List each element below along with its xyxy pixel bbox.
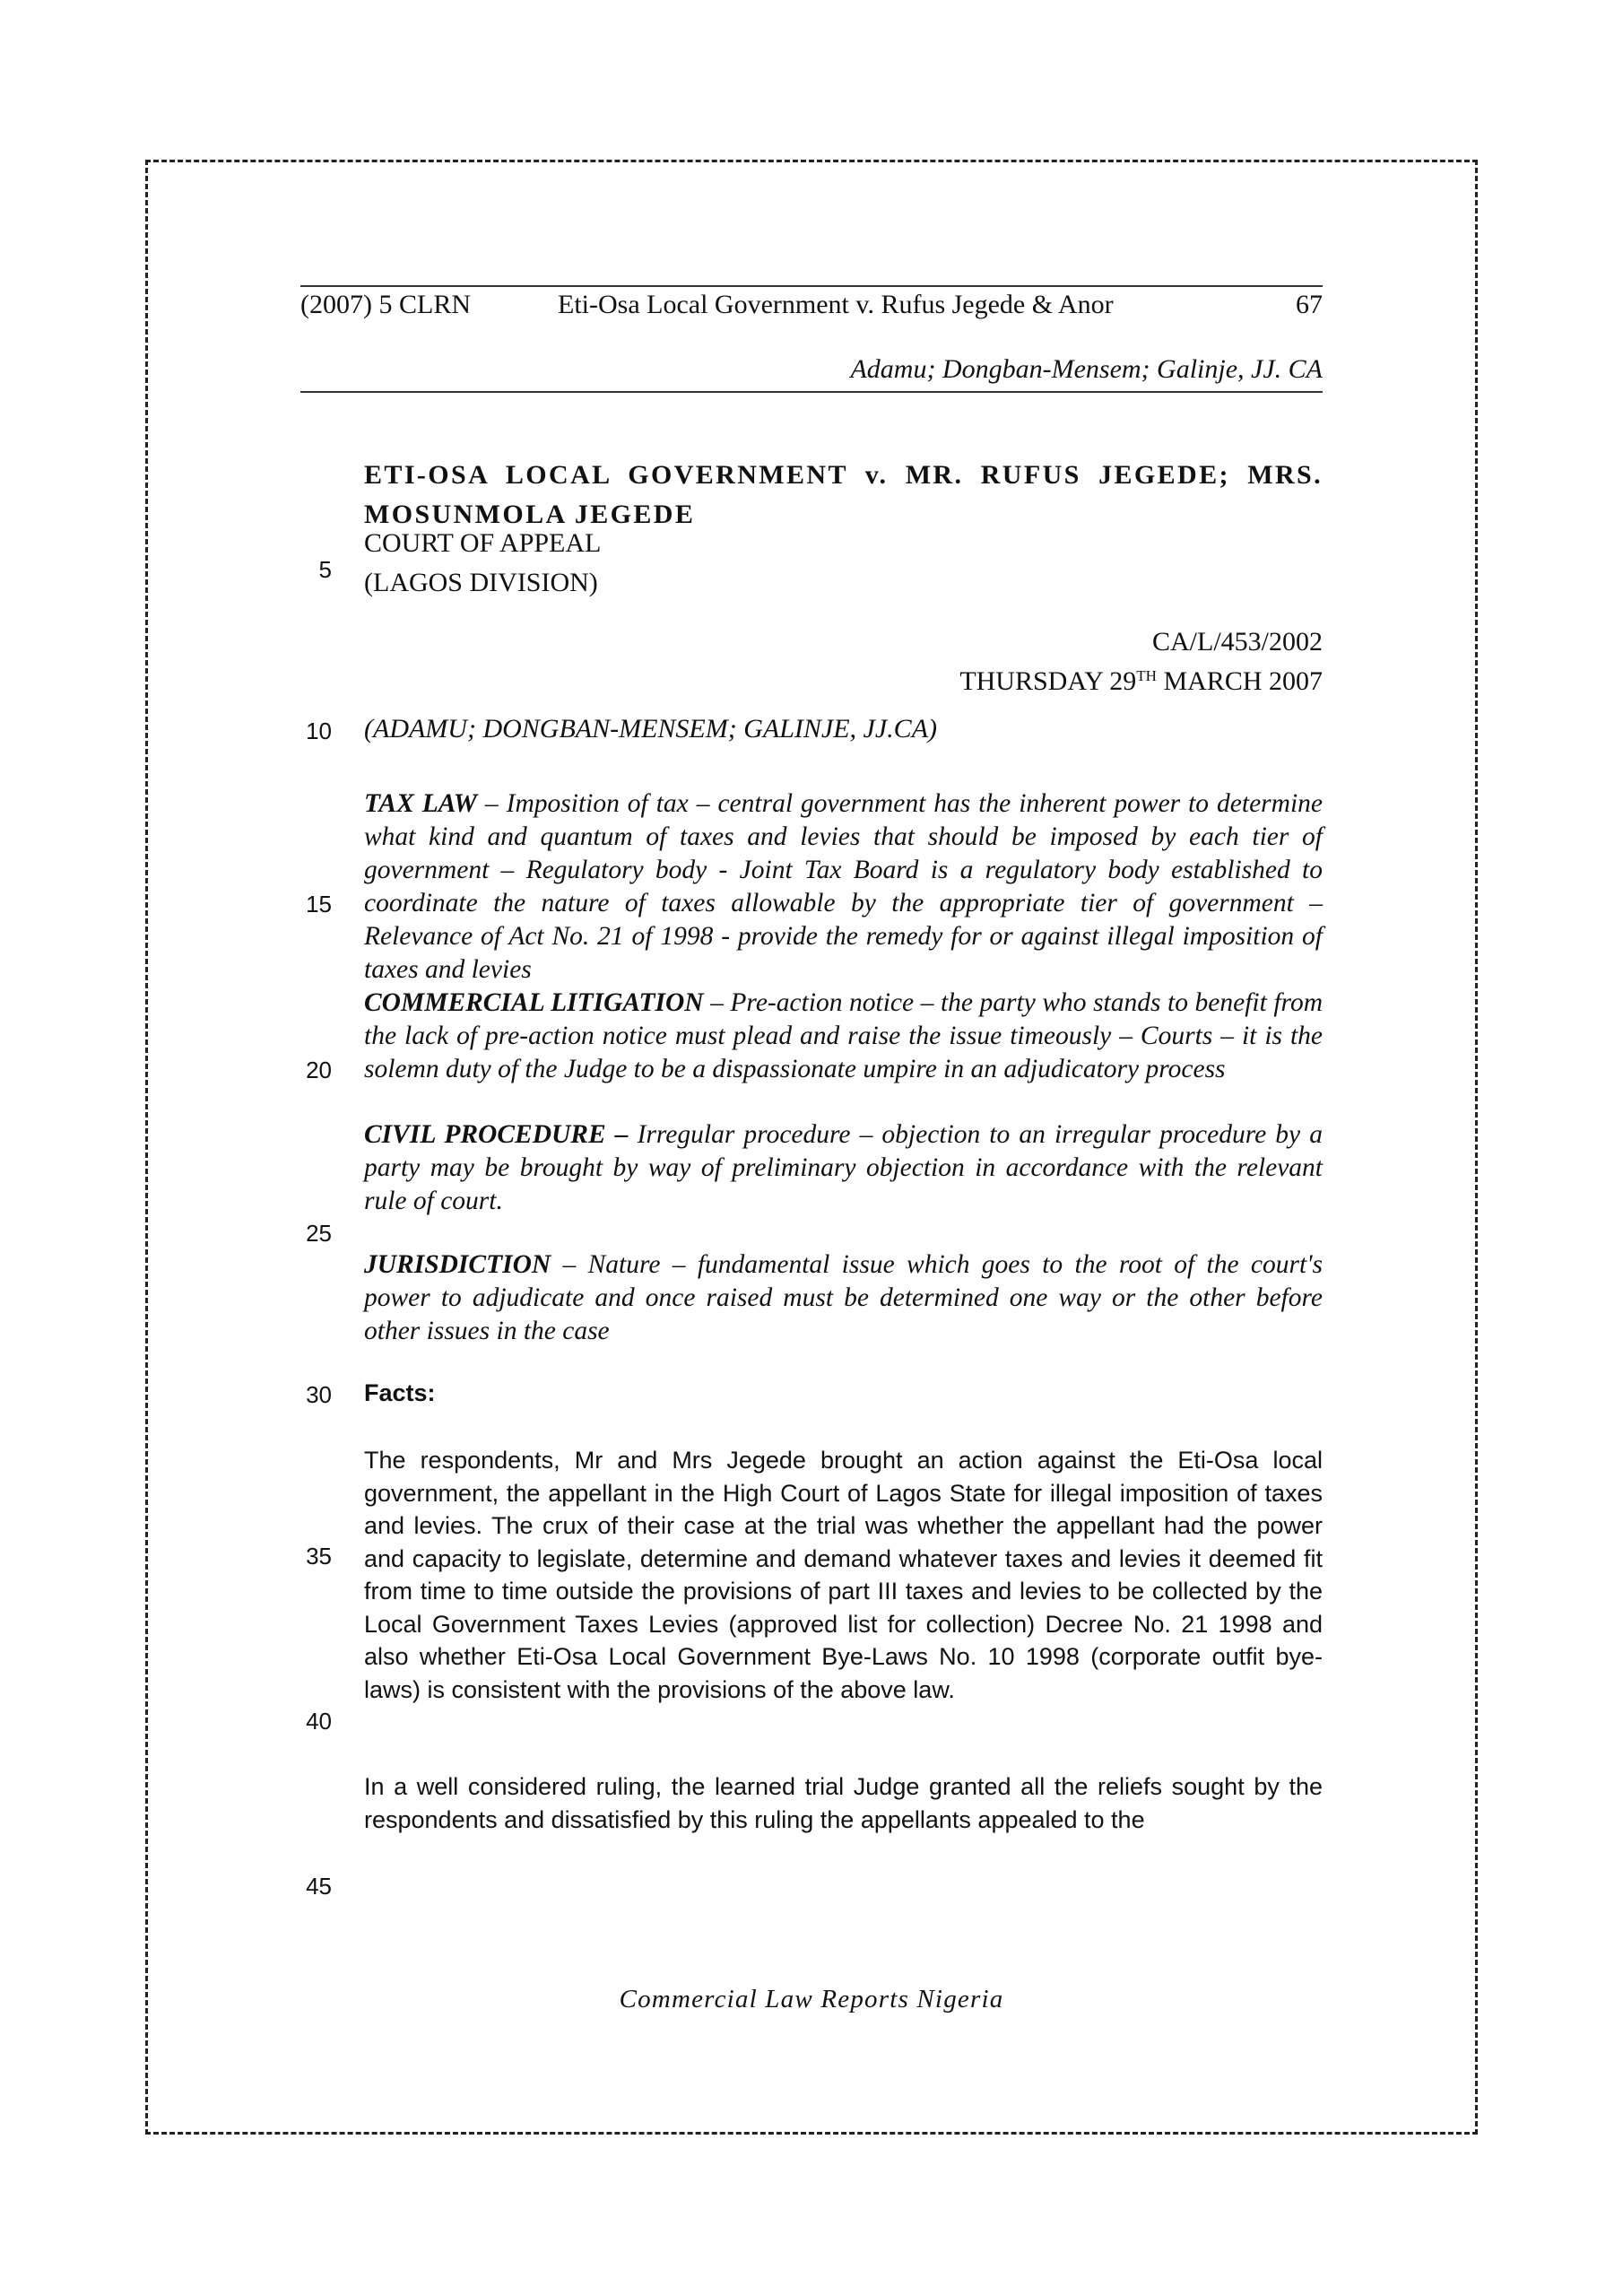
header-judges: Adamu; Dongban-Mensem; Galinje, JJ. CA xyxy=(850,354,1323,384)
line-number: 40 xyxy=(306,1708,332,1735)
facts-heading: Facts: xyxy=(364,1379,436,1406)
catchword-heading: CIVIL PROCEDURE – xyxy=(364,1120,629,1149)
line-number: 30 xyxy=(306,1381,332,1408)
header-bottom-rule xyxy=(300,391,1323,393)
header-citation: (2007) 5 CLRN xyxy=(300,290,471,319)
catchword-heading: TAX LAW xyxy=(364,789,477,818)
line-number: 45 xyxy=(306,1873,332,1900)
judgment-date xyxy=(959,662,1323,701)
header-page-number: 67 xyxy=(1296,290,1323,319)
publication-footer: Commercial Law Reports Nigeria xyxy=(619,1985,1004,2013)
line-number: 15 xyxy=(306,891,332,918)
catchword-text: – Imposition of tax – central government has the inherent power to determine what kind and quantum of taxes and levies that should be imposed by each tier of government – Regulatory body - Joint Tax Board is a regulatory body established to coordinate the nature of taxes allowable by the appropriate tier of government – Relevance of Act No. 21 of 1998 - provide the remedy for or against illegal imposition of taxes and levies xyxy=(364,789,1323,984)
line-number: 10 xyxy=(306,718,332,744)
date-month-year: MARCH 2007 xyxy=(1156,666,1323,696)
date-ordinal: TH xyxy=(1136,667,1157,684)
coram: (ADAMU; DONGBAN-MENSEM; GALINJE, JJ.CA) xyxy=(364,714,938,744)
catchword-heading: JURISDICTION xyxy=(364,1250,551,1279)
court-division: (LAGOS DIVISION) xyxy=(364,568,598,597)
case-parties: ETI-OSA LOCAL GOVERNMENT v. MR. RUFUS JEGEDE; MRS. MOSUNMOLA JEGEDE xyxy=(364,460,1323,529)
line-number: 35 xyxy=(306,1543,332,1570)
catchword-text: – Nature – fundamental issue which goes to the root of the court's power to adjudicate and once raised must be determined one way or the other before other issues in the case xyxy=(364,1250,1323,1345)
catchword-text: Irregular procedure – objection to an irregular procedure by a party may be brought by way of preliminary objection in accordance with the relevant rule of court. xyxy=(364,1120,1323,1215)
header-case-title: Eti-Osa Local Government v. Rufus Jegede & Anor xyxy=(558,290,1114,319)
suit-number: CA/L/453/2002 xyxy=(1151,627,1323,657)
court-block xyxy=(364,524,601,603)
court-name: COURT OF APPEAL xyxy=(364,528,602,558)
line-number: 5 xyxy=(318,556,332,583)
case-meta xyxy=(959,622,1323,701)
header-top-rule xyxy=(300,285,1323,287)
line-number: 25 xyxy=(306,1220,332,1247)
line-number: 20 xyxy=(306,1057,332,1083)
catchword-commercial-litigation xyxy=(364,987,1323,1086)
date-day: THURSDAY 29 xyxy=(959,666,1137,696)
facts-paragraph: The respondents, Mr and Mrs Jegede brought an action against the Eti-Osa local government, the appellant in the High Court of Lagos State for illegal imposition of taxes and levies. The crux of their case at the trial was whether the appellant had the power and capacity to legislate, determine and demand whatever taxes and levies it deemed fit from time to time outside the provisions of part III taxes and levies to be collected by the Local Government Taxes Levies (approved list for collection) Decree No. 21 1998 and also whether Eti-Osa Local Government Bye-Laws No. 10 1998 (corporate outfit bye-laws) is consistent with the provisions of the above law. xyxy=(364,1447,1323,1703)
facts-paragraph: In a well considered ruling, the learned trial Judge granted all the reliefs sought by the respondents and dissatisfied by this ruling the appellants appealed to the xyxy=(364,1773,1323,1833)
catchword-civil-procedure xyxy=(364,1118,1323,1218)
catchword-heading: COMMERCIAL LITIGATION xyxy=(364,988,704,1017)
catchword-text: – Pre-action notice – the party who stands to benefit from the lack of pre-action notice must plead and raise the issue timeously – Courts – it is the solemn duty of the Judge to be a dispassionate umpire in an adjudicatory process xyxy=(364,988,1323,1083)
catchword-jurisdiction xyxy=(364,1248,1323,1348)
catchword-tax-law xyxy=(364,787,1323,987)
